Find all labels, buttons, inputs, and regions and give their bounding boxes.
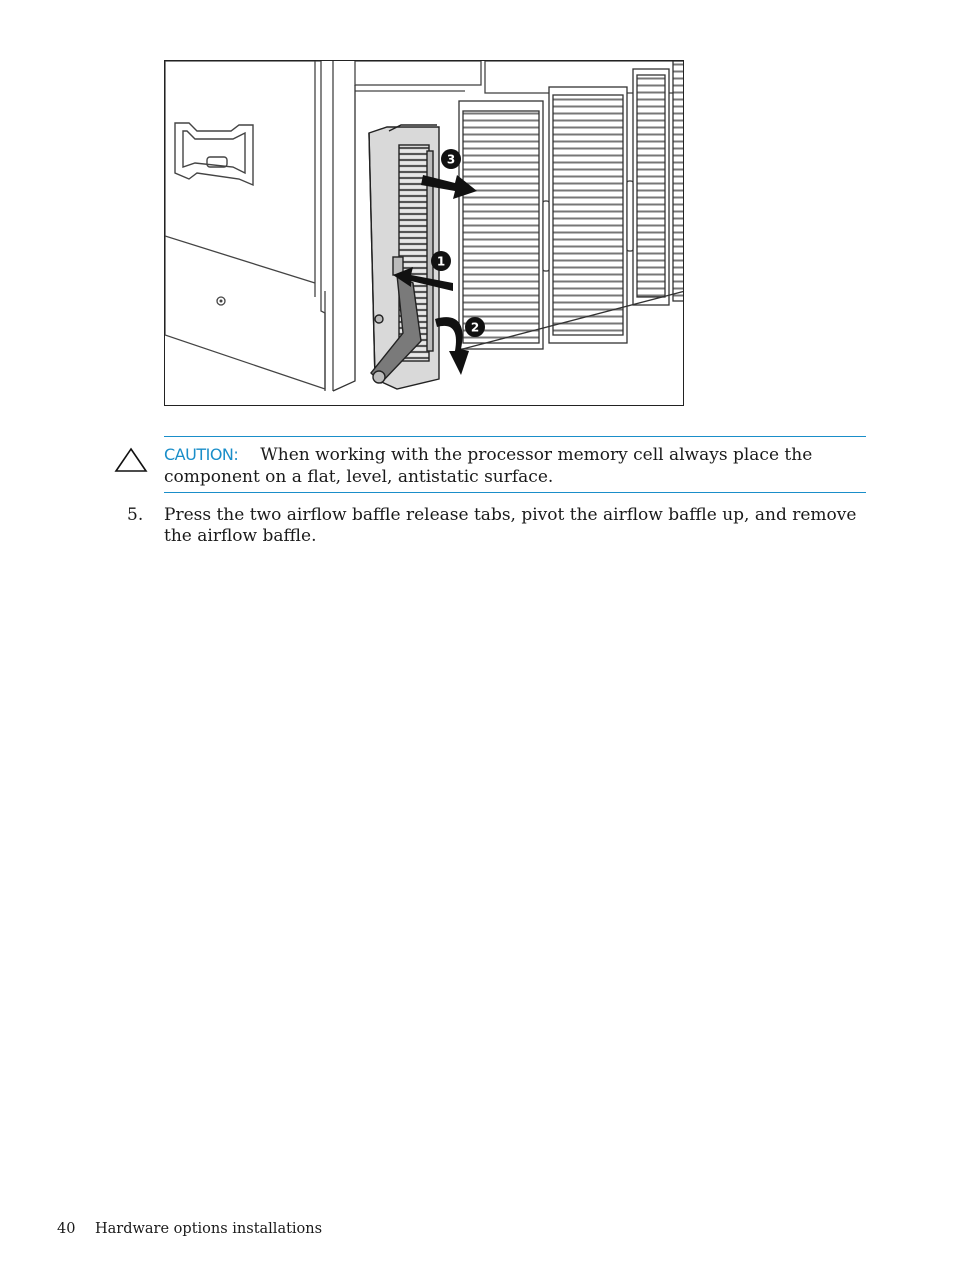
caution-label: CAUTION: <box>164 445 239 464</box>
hardware-illustration <box>164 60 684 406</box>
callout-label: 1 <box>436 254 446 269</box>
callout-3 <box>441 149 461 169</box>
page-number: 40 <box>57 1221 76 1237</box>
callout-label: 2 <box>470 320 480 335</box>
step-text: Press the two airflow baffle release tabs, pivot the airflow baffle up, and remove the airflow baffle. <box>164 505 857 546</box>
callout-2 <box>465 317 485 337</box>
step-number: 5. <box>127 505 144 525</box>
callout-label: 3 <box>446 152 456 167</box>
callout-1 <box>431 251 451 271</box>
caution-paragraph <box>164 444 866 488</box>
chassis-side <box>165 61 333 391</box>
warning-triangle-icon <box>114 447 148 473</box>
section-title: Hardware options installations <box>95 1221 323 1237</box>
caution-text: When working with the processor memory cell always place the component on a flat, level, antistatic surface. <box>164 445 813 487</box>
